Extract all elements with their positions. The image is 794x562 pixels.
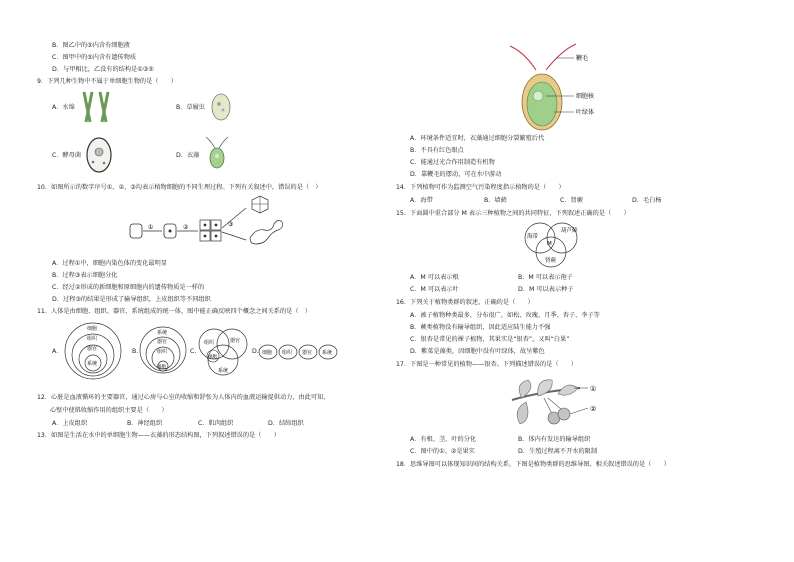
q12-option-c: C．肌肉组织 [198,420,234,427]
q12-option-a: A．上皮组织 [52,420,88,427]
q10-option-a: A．过程①中，细胞内染色体的变化最明显 [52,260,167,267]
q12-option-d: D．结缔组织 [268,420,304,427]
q15-stem: 15．下面圆中重合部分 M 表示三种植物之间的共同特征，下列叙述正确的是（ ） [396,210,630,217]
q8-option-d: D．与甲相比，乙没有的结构是①③⑤ [52,66,154,73]
q9-option-c: C．酵母菌 [52,152,82,159]
q16-option-b: B．蕨类植物没有输导组织，因此适应陆生能力不强 [410,324,551,331]
flagellum-label: 鞭毛 [576,55,589,62]
q17-option-a: A．有根、茎、叶的分化 [410,436,477,443]
ginkgo-label-2: ② [590,405,597,413]
chlamydomonas-structure-figure [488,40,608,134]
term-tissue: 组织 [204,340,215,346]
q11-option-a: A. [52,348,59,355]
q14-stem: 14．下列植物可作为监测空气污染程度指示植物的是（ ） [396,184,565,191]
term-system: 系统 [157,330,168,336]
term-tissue: 组织 [87,336,98,342]
q17-option-c: C．图中的①、②是果实 [410,448,475,455]
nested-concept-diagram-a [58,318,128,380]
q13-option-a: A．环境条件适宜时，衣藻通过细胞分裂繁殖后代 [410,135,545,142]
process-2-label: ② [183,224,189,231]
term-tissue: 组织 [282,350,293,356]
term-system: 系统 [218,368,229,374]
q10-stem: 10．如图所示的数字序号①、②、③均表示植物细胞的不同生理过程。下列有关叙述中，错误的是（ ） [37,184,322,191]
q9-option-b: B．草履虫 [176,104,205,111]
venn-label-m: M [547,241,552,247]
chlamydomonas-image [204,136,230,170]
q10-option-b: B．过程③表示细胞分化 [52,272,118,279]
term-tissue: 组织 [157,349,168,355]
process-1-label: ① [148,224,154,231]
process-3-label: ③ [228,221,234,228]
q16-stem: 16．下列关于植物类群的叙述，正确的是（ ） [396,299,534,306]
q9-option-a: A．水绵 [52,104,75,111]
term-cell: 细胞 [157,365,166,370]
q11-stem: 11．人体是由细胞、组织、器官、系统组成的统一体，图中能正确反映四个概念之间关系的是（ ） [37,308,311,315]
q17-stem: 17．下图是一种常见的植物——银杏。下列描述错误的是（ ） [396,361,578,368]
q13-option-b: B．不具有红色眼点 [410,147,464,154]
q14-option-d: D．毛白杨 [632,197,662,204]
q9-stem: 9．下列几种生物中不属于单细胞生物的是（ ） [37,78,178,85]
chain-concept-diagram-d [258,343,340,361]
term-organ: 器官 [157,339,168,345]
q13-option-c: C．能通过光合作用制造有机物 [410,159,495,166]
term-organ: 器官 [87,346,98,352]
term-cell: 细胞 [87,326,98,332]
q12-stem-line2: 心壁中使肌收缩作用的组织主要是（ ） [50,407,168,414]
venn-label-moss: 葫芦藓 [561,228,578,234]
q17-option-b: B．体内有发达的输导组织 [518,436,591,443]
venn-label-kelp: 海带 [527,234,539,240]
q14-option-a: A．海带 [410,197,433,204]
nucleus-label: 细胞核 [576,93,595,100]
term-system: 系统 [87,361,98,367]
q13-option-d: D．靠鞭毛的摆动，可在水中游动 [410,171,502,178]
q11-option-b: B. [132,348,139,355]
q9-option-d: D．衣藻 [176,152,200,159]
q15-option-c: C．M 可以表示叶 [410,286,459,293]
q16-option-c: C．银杏是常见的裸子植物，其果实是“银杏”，又叫“白果” [410,336,570,343]
q8-option-c: C．图甲中的⑤内含有遗传物质 [52,54,137,61]
chloroplast-label: 叶绿体 [576,109,595,116]
q16-option-a: A．被子植物种类最多，分布很广，如松、玫瑰、月季、杏子、李子等 [410,312,600,319]
term-organ: 器官 [230,338,241,344]
q12-option-b: B．神经组织 [127,420,163,427]
term-cell: 细胞 [208,355,217,360]
q8-option-b: B．图乙中的⑤内含有细胞液 [52,42,130,49]
q15-option-d: D．M 可以表示种子 [518,286,574,293]
cell-process-diagram [128,194,288,250]
q16-option-d: D．紫菜是藻类，因细胞中没有叶绿体，故呈紫色 [410,348,545,355]
q14-option-c: C．肾蕨 [560,197,583,204]
q13-stem: 13．如图是生活在水中的单细胞生物——衣藻的形态结构图，下列叙述错误的是（ ） [37,432,280,439]
paramecium-image [206,92,236,122]
q10-option-d: D．过程③的结果是形成了输导组织，上皮组织等不同组织 [52,296,211,303]
spirogyra-image [78,90,112,124]
ginkgo-image [508,374,608,432]
ginkgo-label-1: ① [590,385,597,393]
q10-option-c: C．经过②形成的新细胞和原细胞内的遗传物质是一样的 [52,284,205,291]
term-cell: 细胞 [262,350,273,356]
venn-label-fern: 肾蕨 [545,258,557,264]
venn-concept-diagram-c [196,324,250,380]
q12-stem-line1: 12．心脏是血液循环的主要器官，通过心房与心室的收缩和舒张为人体内的血液运输提供动力，由此可知， [37,394,330,401]
q11-option-d: D. [252,348,259,355]
q15-option-b: B．M 可以表示孢子 [518,274,573,281]
term-system: 系统 [322,350,333,356]
nested-concept-diagram-b [138,322,188,378]
q15-option-a: A．M 可以表示根 [410,274,459,281]
q18-stem: 18．思维导图可以体现知识间的结构关系，下图是植物类群的思维导图，相关叙述错误的是（ ） [396,461,670,468]
q17-option-d: D．生殖过程离不开水的限制 [518,448,598,455]
q11-option-c: C. [190,348,197,355]
term-organ: 器官 [302,350,313,356]
plant-venn-diagram [518,220,584,270]
yeast-image [84,136,114,174]
q14-option-b: B．墙藓 [484,197,507,204]
